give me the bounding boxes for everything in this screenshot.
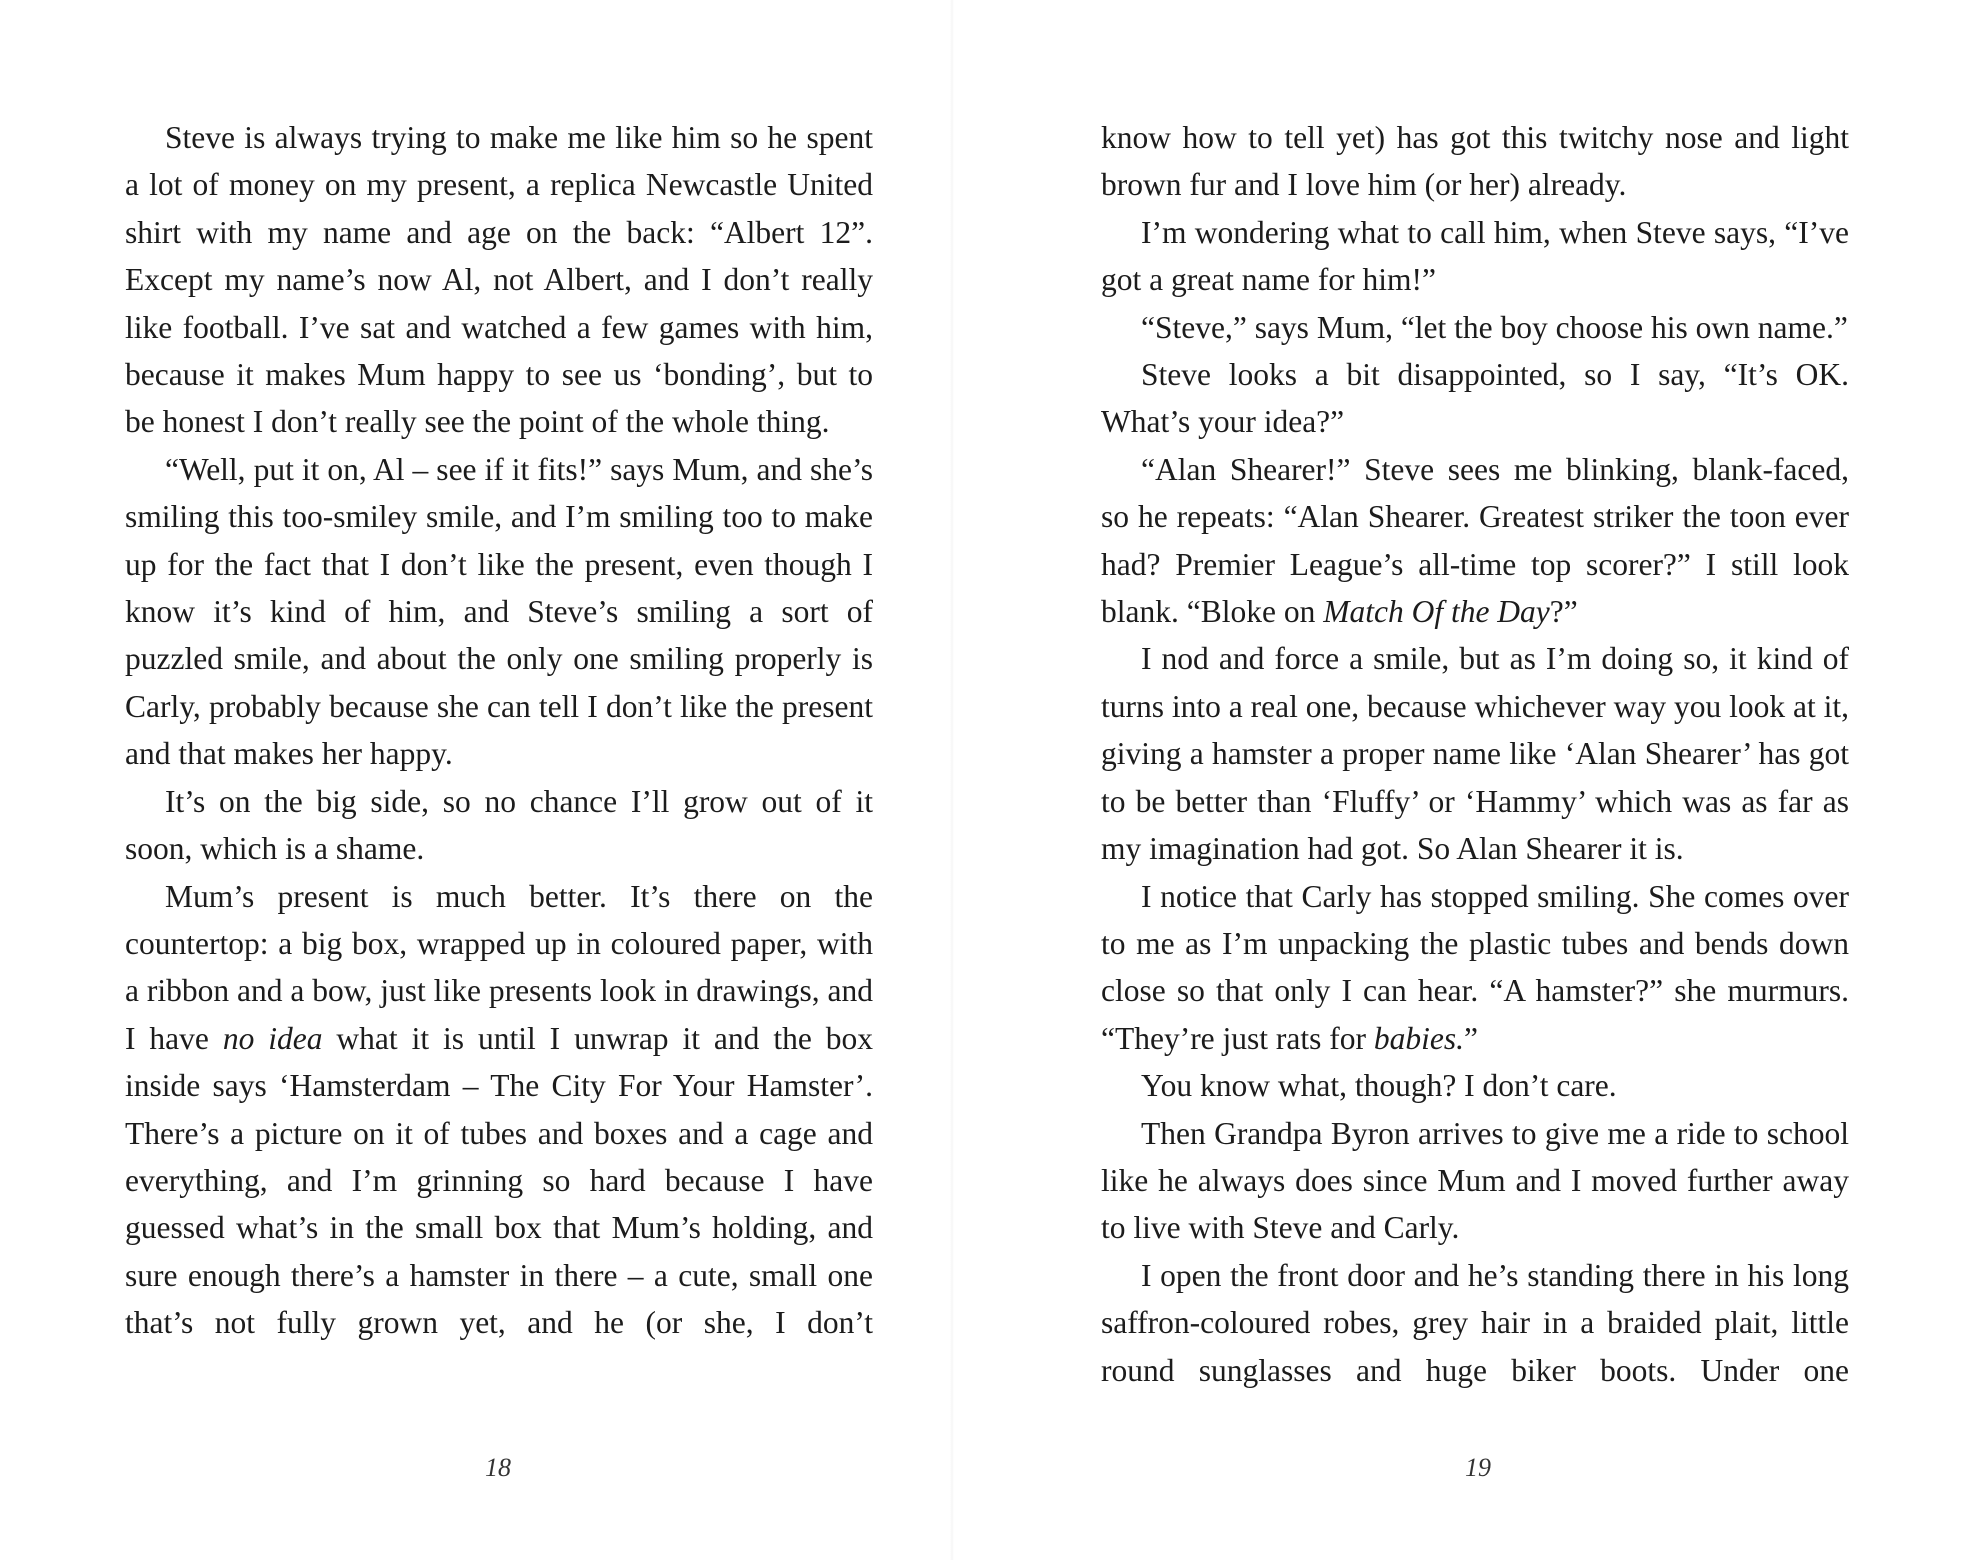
italic-text-run: Match Of the Day [1323, 594, 1550, 630]
text-run: I notice that Carly has stopped smiling. She comes over to me as I’m unpacking the plastic tubes and bends down close so that only I can hear. “A hamster?” she murmurs. “They’re just rats for [1101, 878, 1849, 1056]
text-run: what it is until I unwrap it and the box inside says ‘Hamsterdam – The City For Your Hamster’. There’s a picture on it of tubes and boxes and a cage and everything, and I’m grinning so hard because I have guessed what’s in the small box that Mum’s holding, and sure enough there’s a hamster in there – a cute, small one that’s not fully grown yet, and he (or she, I don’t [125, 1020, 874, 1341]
italic-text-run: babies. [1373, 1020, 1465, 1056]
text-run: ” [1464, 1020, 1478, 1056]
book-gutter [950, 0, 954, 1560]
paragraph: “Steve,” says Mum, “let the boy choose his own name.” [1141, 309, 1848, 345]
paragraph [125, 873, 873, 1347]
paragraph: It’s on the big side, so no chance I’ll grow out of it soon, which is a shame. [125, 783, 873, 867]
paragraph: Steve is always trying to make me like him so he spent a lot of money on my present, a replica Newcastle United shirt with my name and age on the back: “Albert 12”. Except my name’s now Al, not Albert, and I don’t really like football. I’ve sat and watched a few games with him, because it makes Mum happy to see us ‘bonding’, but to be honest I don’t really see the point of the whole thing. [125, 120, 873, 440]
page-number: 19 [1465, 1453, 1491, 1482]
paragraph: Then Grandpa Byron arrives to give me a ride to school like he always does since Mum and I moved further away to live with Steve and Carly. [1101, 1115, 1849, 1246]
paragraph: You know what, though? I don’t care. [1141, 1068, 1617, 1104]
paragraph: I’m wondering what to call him, when Steve says, “I’ve got a great name for him!” [1101, 214, 1849, 298]
text-run: “Alan Shearer!” Steve sees me blinking, blank-faced, so he repeats: “Alan Shearer. Greatest striker the toon ever had? Premier League’s all-time top scorer?” I still look blank. “Bloke on [1101, 451, 1849, 630]
right-page [1101, 114, 1849, 1394]
paragraph: Steve looks a bit disappointed, so I say, “It’s OK. What’s your idea?” [1101, 357, 1849, 440]
text-run: Mum’s present is much better. It’s there on the countertop: a big box, wrapped up in coloured paper, with a ribbon and a bow, just like presents look in drawings, and I have [125, 878, 873, 1056]
page-number: 18 [485, 1453, 511, 1482]
paragraph: I nod and force a smile, but as I’m doing so, it kind of turns into a real one, because whichever way you look at it, giving a hamster a proper name like ‘Alan Shearer’ has got to be better than ‘Fluffy’ or ‘Hammy’ which was as far as my imagination had got. So Alan Shearer it is. [1101, 641, 1849, 867]
text-run: ?” [1549, 594, 1578, 630]
paragraph: know how to tell yet) has got this twitchy nose and light brown fur and I love him (or her) already. [1101, 120, 1849, 203]
italic-text-run: no idea [222, 1020, 323, 1056]
paragraph: I open the front door and he’s standing there in his long saffron-coloured robes, grey hair in a braided plait, little round sunglasses and huge biker boots. Under one [1101, 1257, 1849, 1388]
paragraph [1101, 873, 1849, 1063]
paragraph: “Well, put it on, Al – see if it fits!” says Mum, and she’s smiling this too-smiley smile, and I’m smiling too to make up for the fact that I don’t like the present, even though I know it’s kind of him, and Steve’s smiling a sort of puzzled smile, and about the only one smiling properly is Carly, probably because she can tell I don’t like the present and that makes her happy. [125, 451, 873, 772]
left-page [125, 114, 873, 1347]
paragraph [1101, 446, 1849, 636]
